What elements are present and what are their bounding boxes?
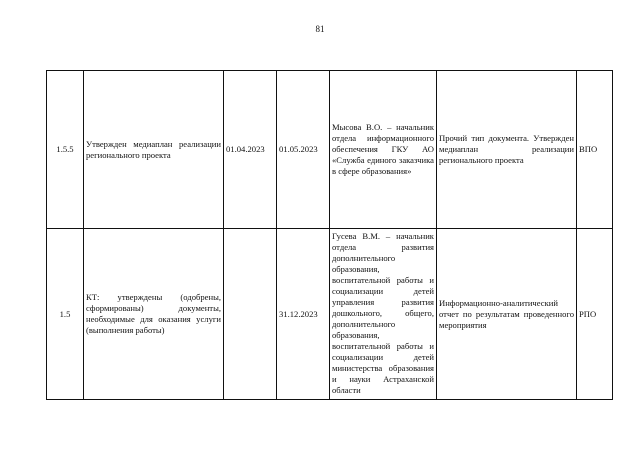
row-title: Утвержден медиаплан реализации регионального проекта bbox=[84, 71, 224, 229]
level-code: РПО bbox=[577, 229, 613, 400]
row-number: 1.5.5 bbox=[47, 71, 84, 229]
page-number: 81 bbox=[315, 24, 325, 34]
start-date: 01.04.2023 bbox=[224, 71, 277, 229]
responsible-person: Гусева В.М. – начальник отдела развития дополнительного образования, воспитательной работы и социализации детей управления развития дошкольного, общего, дополнительного образования, воспитательной работы и социализации детей министерства образования и науки Астраханской области bbox=[330, 229, 437, 400]
responsible-person: Мысова В.О. – начальник отдела информационного обеспечения ГКУ АО «Служба единого заказчика в сфере образования» bbox=[330, 71, 437, 229]
level-code: ВПО bbox=[577, 71, 613, 229]
plan-table bbox=[46, 70, 613, 400]
table-row bbox=[47, 71, 613, 229]
row-number: 1.5 bbox=[47, 229, 84, 400]
result-description: Информационно-аналитический отчет по результатам проведенного мероприятия bbox=[437, 229, 577, 400]
end-date: 01.05.2023 bbox=[277, 71, 330, 229]
result-description: Прочий тип документа. Утвержден медиаплан реализации регионального проекта bbox=[437, 71, 577, 229]
row-title: КТ: утверждены (одобрены, сформированы) документы, необходимые для оказания услуги (выполнения работы) bbox=[84, 229, 224, 400]
start-date bbox=[224, 229, 277, 400]
end-date: 31.12.2023 bbox=[277, 229, 330, 400]
table-row bbox=[47, 229, 613, 400]
